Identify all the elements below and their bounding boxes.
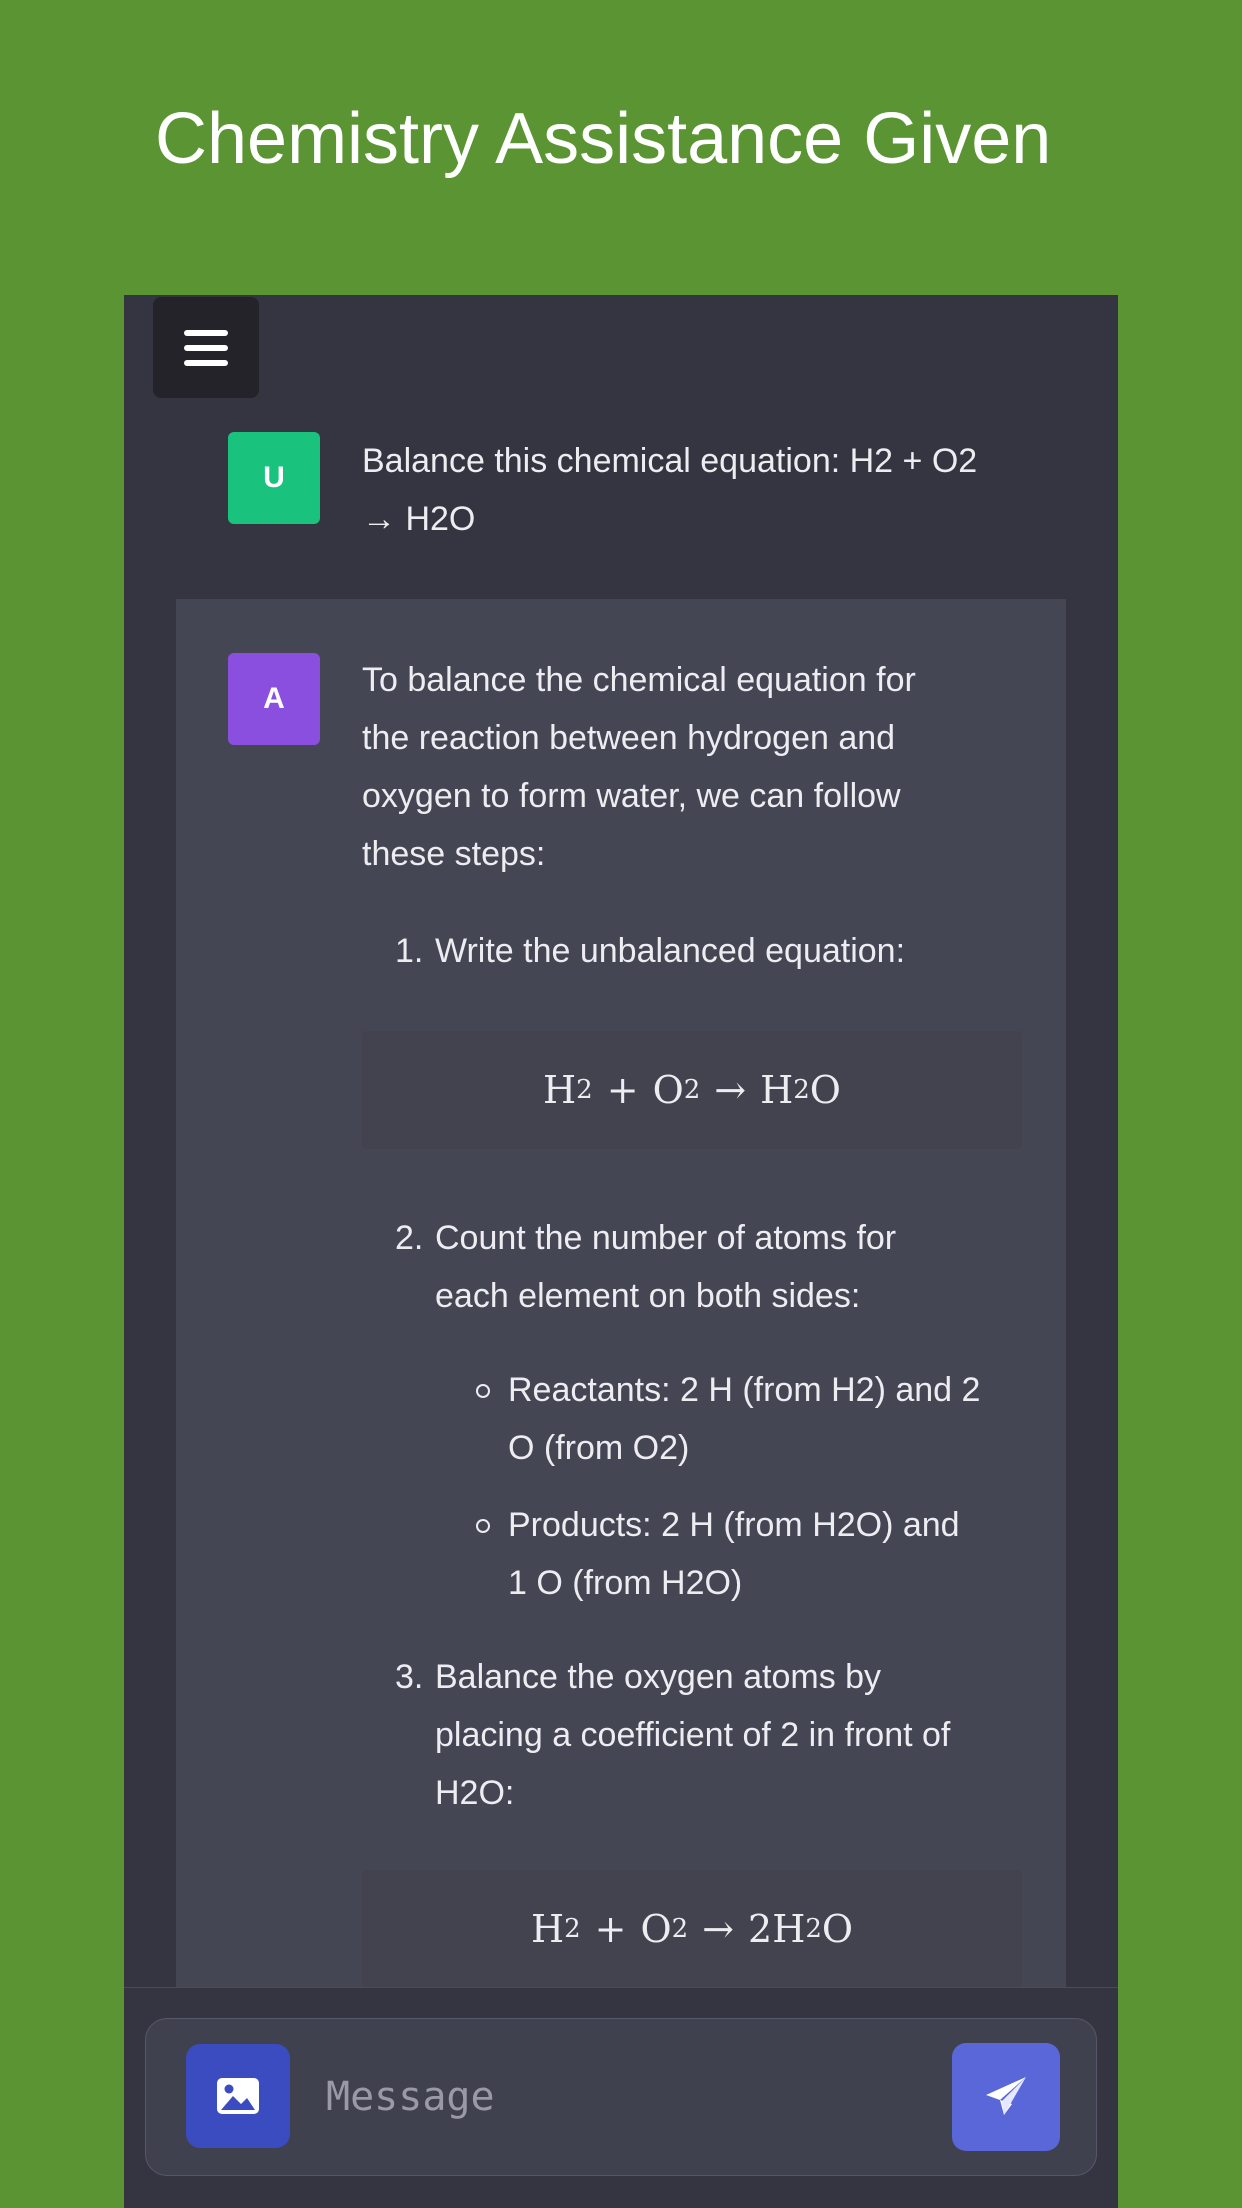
user-message-text: Balance this chemical equation: H2 + O2 → H2O [362,442,978,538]
hamburger-menu-icon [184,330,228,366]
message-input[interactable] [326,2059,926,2135]
bullet-circle-icon [476,1519,490,1533]
equation-oxygen-balanced: H 2 + O 2 → 2 H 2 O [362,1870,1022,1988]
bullet-circle-icon [476,1384,490,1398]
menu-button[interactable] [153,297,259,398]
chat-app [124,295,1118,2208]
assistant-avatar: A [228,653,320,745]
equation-unbalanced: H 2 + O 2 → H 2 O [362,1031,1022,1149]
message-composer [145,2018,1097,2176]
page-title: Chemistry Assistance Given [155,99,1052,179]
assistant-message: A To balance the chemical equation for the reaction between hydrogen and oxygen to form water, we can follow these steps: 1. Write the unbalanced equation: H 2 + O 2 → H 2 O 2. Count the number of atoms for each element on both sides: Reactants: 2 H (from H2) and 2 O (from O2) Products: 2 H (from H2O) and 1 O (from H2O) 3. Balance the oxygen atoms by placing a coefficient of 2 in front of H2O: H 2 + O 2 → 2 H 2 O [176,599,1066,2208]
assistant-intro: To balance the chemical equation for the reaction between hydrogen and oxygen to form water, we can follow these steps: [362,661,916,873]
send-button[interactable] [952,2043,1060,2151]
user-avatar: U [228,432,320,524]
attach-image-button[interactable] [186,2044,290,2148]
image-icon [215,2076,261,2116]
send-icon [982,2073,1030,2121]
input-bar [124,1987,1118,2208]
